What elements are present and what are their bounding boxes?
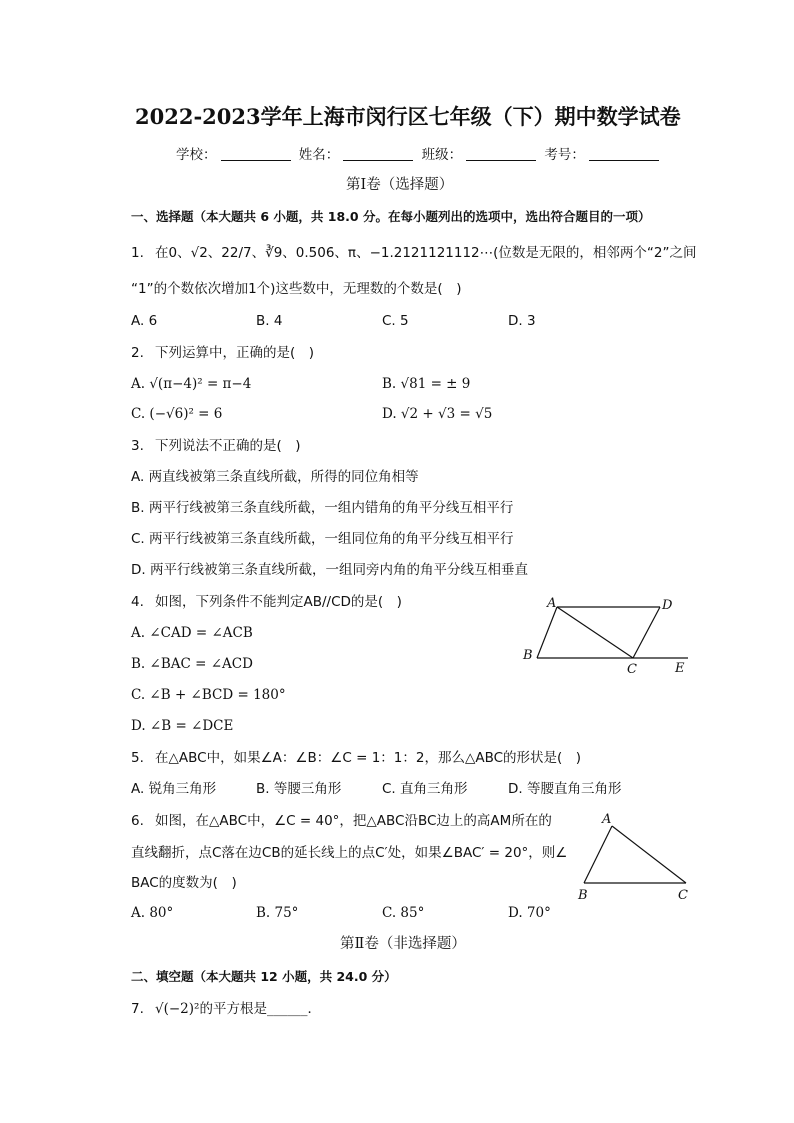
q6-stem-line3: BAC的度数为( ) [131,875,237,891]
q5-option-d[interactable]: D. 等腰直角三角形 [508,781,622,797]
q1-option-b[interactable]: B. 4 [256,313,283,329]
q6-figure [570,808,695,904]
q2-option-b[interactable]: B. √81 = ± 9 [382,376,471,392]
q4-line-ab [537,607,557,658]
q4-label-a: A [547,596,557,611]
q6-stem-line2: 直线翻折，点C落在边CB的延长线上的点C′处，如果∠BAC′ = 20°，则∠ [131,845,568,861]
class-blank[interactable] [466,146,536,161]
name-blank[interactable] [343,146,413,161]
q1-option-c[interactable]: C. 5 [382,313,409,329]
q2-stem: 下列运算中，正确的是( ) [155,345,315,361]
section1-heading: 一、选择题（本大题共 6 小题，共 18.0 分。在每小题列出的选项中，选出符合题目的一项） [131,209,651,224]
q5-option-c[interactable]: C. 直角三角形 [382,781,468,797]
page-title: 2022-2023学年上海市闵行区七年级（下）期中数学试卷 [135,104,681,129]
q6-option-a[interactable]: A. 80° [131,905,174,921]
name-label: 姓名： [298,147,340,163]
q6-number: 6. [131,813,144,829]
q1-line1 [131,244,697,262]
q6-line-ac [612,826,686,883]
q6-option-b[interactable]: B. 75° [256,905,299,921]
q3-stem: 下列说法不正确的是( ) [155,438,301,454]
q3-option-c[interactable]: C. 两平行线被第三条直线所截，一组同位角的角平分线互相平行 [131,531,514,547]
q4-label-e: E [675,661,685,676]
school-blank[interactable] [221,146,291,161]
q6-label-b: B [578,888,588,903]
q3-option-d[interactable]: D. 两平行线被第三条直线所截，一组同旁内角的角平分线互相垂直 [131,562,528,578]
q4-label-b: B [523,648,533,663]
q4-stem: 如图，下列条件不能判定AB//CD的是( ) [155,594,402,610]
q4-option-b[interactable]: B. ∠BAC = ∠ACD [131,656,253,672]
q4-line-cd [633,607,660,658]
q4-option-a[interactable]: A. ∠CAD = ∠ACB [131,625,253,641]
q2-option-d[interactable]: D. √2 + √3 = √5 [382,406,493,422]
q2-number: 2. [131,345,144,361]
part2-heading: 第Ⅱ卷（非选择题） [340,936,466,952]
q1-option-a[interactable]: A. 6 [131,313,158,329]
student-info-row [176,146,663,164]
q6-stem-line1: 如图，在△ABC中，∠C = 40°，把△ABC沿BC边上的高AM所在的 [155,813,552,829]
q1-number: 1. [131,245,144,261]
q6-line1 [131,812,552,830]
q4-label-d: D [662,598,673,613]
q7-number: 7. [131,1001,144,1017]
q5-number: 5. [131,750,144,766]
q7-stem[interactable]: √(−2)²的平方根是______． [155,1001,321,1017]
q5-option-a[interactable]: A. 锐角三角形 [131,781,217,797]
q3-option-b[interactable]: B. 两平行线被第三条直线所截，一组内错角的角平分线互相平行 [131,500,514,516]
q6-option-d[interactable]: D. 70° [508,905,551,921]
q2-stem-row [131,344,314,362]
q4-label-c: C [627,662,637,677]
school-label: 学校： [176,147,217,163]
q1-stem-line2: “1”的个数依次增加1个)这些数中，无理数的个数是( ) [131,281,462,297]
q5-option-b[interactable]: B. 等腰三角形 [256,781,342,797]
q3-stem-row [131,437,301,455]
q5-stem-row [131,749,581,767]
q6-label-a: A [602,812,612,827]
q7-row [131,1000,321,1018]
q4-stem-row [131,593,402,611]
section2-heading: 二、填空题（本大题共 12 小题，共 24.0 分） [131,969,397,984]
q6-option-c[interactable]: C. 85° [382,905,425,921]
q3-number: 3. [131,438,144,454]
q4-option-c[interactable]: C. ∠B + ∠BCD = 180° [131,687,286,703]
q5-stem: 在△ABC中，如果∠A：∠B：∠C = 1：1：2，那么△ABC的形状是( ) [155,750,582,766]
q1-stem-line1: 在0、√2、22/7、∛9、0.5̇0̇6̇、π、−1.2121121112⋯(位数是无限的，相邻两个“2”之间 [155,245,697,261]
q2-option-a[interactable]: A. √(π−4)² = π−4 [131,376,252,392]
q2-option-c[interactable]: C. (−√6)² = 6 [131,406,223,422]
q4-number: 4. [131,594,144,610]
q4-line-ac [557,607,633,658]
number-blank[interactable] [589,146,659,161]
q4-option-d[interactable]: D. ∠B = ∠DCE [131,718,234,734]
q4-figure [515,592,695,677]
q6-line-ab [584,826,612,883]
q3-option-a[interactable]: A. 两直线被第三条直线所截，所得的同位角相等 [131,469,419,485]
number-label: 考号： [544,147,585,163]
class-label: 班级： [421,147,463,163]
q6-label-c: C [678,888,688,903]
part1-heading: 第Ⅰ卷（选择题） [346,177,454,193]
q1-option-d[interactable]: D. 3 [508,313,536,329]
